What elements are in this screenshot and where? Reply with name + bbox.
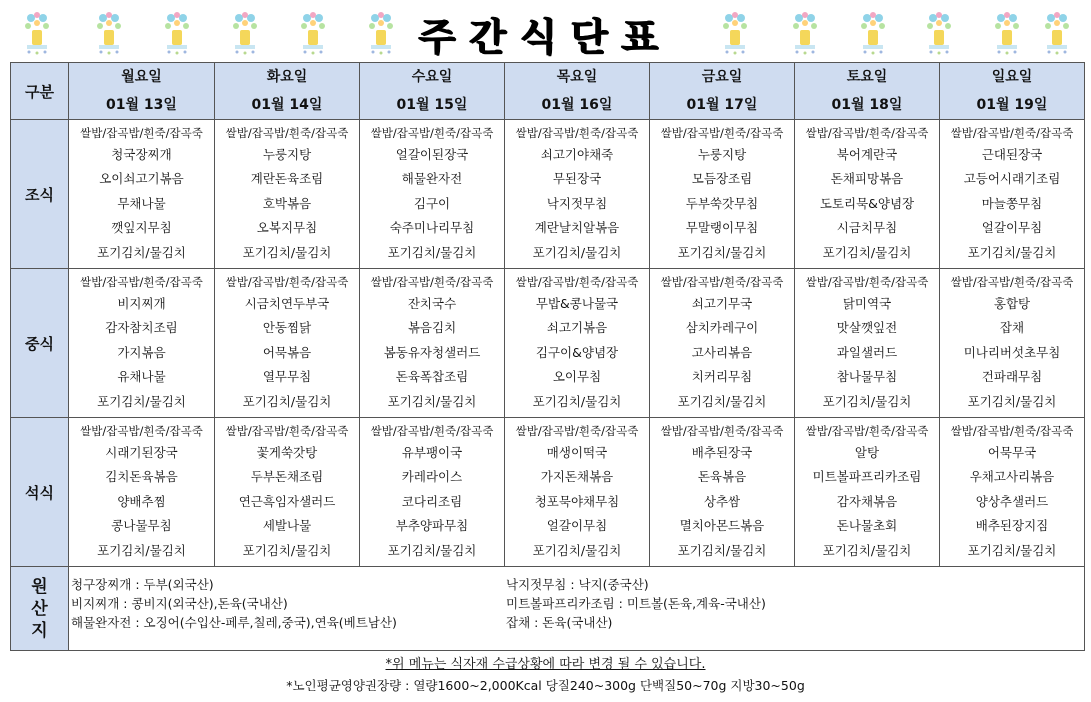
menu-item: 홍합탕 [993,295,1031,311]
menu-item: 양배추찜 [117,493,166,509]
menu-item: 포기김치/물김치 [387,244,477,260]
menu-item: 쌀밥/잡곡밥/흰죽/잡곡죽 [225,125,349,140]
menu-item: 쌀밥/잡곡밥/흰죽/잡곡죽 [80,125,203,140]
day-name: 토요일 [846,69,888,85]
category-header: 구분 [11,63,69,120]
menu-item: 시금치무침 [836,220,898,236]
menu-item: 유채나물 [117,369,166,385]
meal-cell [795,269,940,418]
menu-item: 쇠고기야채죽 [540,146,614,162]
origin-item: 해물완자전 : 오징어(수입산-페루,칠레,중국),연육(베트남산) [71,615,397,630]
menu-item: 쌀밥/잡곡밥/흰죽/잡곡죽 [660,423,784,438]
menu-item: 어묵무국 [987,444,1037,460]
menu-item: 배추된장지짐 [975,518,1049,534]
meal-cell [650,418,795,567]
meal-cell [215,418,360,567]
menu-item: 건파래무침 [981,369,1043,385]
meal-cell [360,418,505,567]
day-header [650,63,795,120]
menu-item: 쌀밥/잡곡밥/흰죽/잡곡죽 [80,274,203,289]
meal-cell [940,418,1085,567]
menu-item: 모듬장조림 [691,171,753,187]
menu-item: 두부돈채조림 [250,469,324,485]
meal-cell [360,120,505,269]
menu-item: 시래기된장국 [105,444,178,460]
menu-item: 꽃게쑥갓탕 [256,444,318,460]
menu-item: 어묵볶음 [262,344,312,360]
origin-label-char: 원 [31,576,48,597]
menu-item: 쌀밥/잡곡밥/흰죽/잡곡죽 [370,125,494,140]
menu-item: 맛살깻잎전 [836,320,898,336]
origin-item: 청구장찌개 : 두부(외국산) [71,577,214,592]
meal-cell [360,269,505,418]
menu-item: 쇠고기무국 [691,295,753,311]
menu-item: 포기김치/물김치 [677,393,767,409]
menu-item: 미나리버섯초무침 [963,344,1061,360]
day-date: 01월 16일 [541,97,613,113]
menu-item: 고사리볶음 [691,344,753,360]
meal-label: 조식 [11,120,69,269]
menu-item: 오복지무침 [256,220,318,236]
meal-row [11,120,1085,269]
day-header [940,63,1085,120]
menu-item: 쌀밥/잡곡밥/흰죽/잡곡죽 [225,274,349,289]
menu-change-note: *위 메뉴는 식자재 수급상황에 따라 변경 될 수 있습니다. [385,657,706,672]
header-row [11,63,1085,120]
menu-item: 열무무침 [262,369,312,385]
menu-item: 김치돈육볶음 [105,469,178,485]
page-title: 주간식단표 [418,15,673,59]
menu-item: 고등어시래기조림 [963,171,1061,187]
menu-item: 연근흑임자샐러드 [238,493,336,509]
menu-item: 알탕 [854,444,880,460]
origin-info [69,567,1085,651]
menu-item: 부추양파무침 [395,518,469,534]
menu-item: 참나물무침 [836,369,898,385]
day-name: 일요일 [991,69,1033,85]
menu-item: 매생이떡국 [546,444,608,460]
menu-item: 낙지젓무침 [546,195,608,211]
menu-item: 누룽지탕 [697,146,747,162]
menu-item: 무채나물 [117,195,166,211]
menu-item: 쌀밥/잡곡밥/흰죽/잡곡죽 [225,423,349,438]
meal-label: 석식 [11,418,69,567]
origin-row [11,567,1085,651]
menu-item: 가지돈채볶음 [540,469,614,485]
menu-item: 배추된장국 [691,444,753,460]
menu-item: 포기김치/물김치 [242,244,332,260]
menu-item: 코다리조림 [401,493,463,509]
menu-item: 포기김치/물김치 [532,393,622,409]
menu-item: 돈채피망볶음 [830,171,904,187]
menu-item: 삼치카레구이 [685,320,759,336]
menu-item: 계란날치알볶음 [534,220,620,236]
menu-item: 우채고사리볶음 [969,469,1055,485]
menu-item: 얼갈이무침 [546,518,608,534]
menu-item: 계란돈육조림 [250,171,324,187]
menu-item: 포기김치/물김치 [97,542,186,558]
menu-item: 쌀밥/잡곡밥/흰죽/잡곡죽 [660,125,784,140]
menu-item: 포기김치/물김치 [242,393,332,409]
day-date: 01월 17일 [686,97,758,113]
day-date: 01월 19일 [976,97,1048,113]
menu-item: 해물완자전 [401,171,463,187]
menu-item: 근대된장국 [981,146,1043,162]
menu-item: 무말랭이무침 [685,220,759,236]
title-bar [0,0,1091,62]
menu-item: 깻잎지무침 [111,220,172,236]
origin-item: 잡채 : 돈육(국내산) [506,615,613,630]
origin-label [11,567,69,651]
menu-item: 쌀밥/잡곡밥/흰죽/잡곡죽 [805,125,929,140]
menu-item: 포기김치/물김치 [532,244,622,260]
menu-item: 감자채볶음 [836,493,898,509]
menu-item: 포기김치/물김치 [677,542,767,558]
menu-item: 숙주미나리무침 [389,220,475,236]
day-header [795,63,940,120]
menu-item: 쌀밥/잡곡밥/흰죽/잡곡죽 [515,274,639,289]
meal-label: 중식 [11,269,69,418]
menu-item: 포기김치/물김치 [967,393,1057,409]
day-name: 수요일 [411,69,453,85]
origin-column-left [71,575,506,632]
menu-item: 포기김치/물김치 [967,542,1057,558]
origin-item: 비지찌개 : 콩비지(외국산),돈육(국내산) [71,596,288,611]
menu-item: 쇠고기볶음 [546,320,608,336]
menu-item: 쌀밥/잡곡밥/흰죽/잡곡죽 [515,125,639,140]
menu-item: 비지찌개 [117,295,166,311]
day-date: 01월 14일 [251,97,323,113]
day-header [505,63,650,120]
day-date: 01월 13일 [106,97,177,113]
menu-item: 포기김치/물김치 [387,542,477,558]
menu-item: 감자참치조림 [105,320,178,336]
meal-rows [11,120,1085,567]
menu-item: 미트볼파프리카조림 [812,469,922,485]
menu-item: 쌀밥/잡곡밥/흰죽/잡곡죽 [950,125,1074,140]
origin-label-char: 지 [31,620,48,641]
menu-item: 쌀밥/잡곡밥/흰죽/잡곡죽 [80,423,203,438]
day-name: 화요일 [266,69,308,85]
day-date: 01월 18일 [831,97,903,113]
meal-cell [69,120,215,269]
menu-item: 유부팽이국 [401,444,463,460]
menu-item: 무밥&콩나물국 [535,295,619,311]
meal-cell [940,120,1085,269]
menu-item: 무된장국 [552,171,602,187]
menu-item: 김구이&양념장 [535,344,619,360]
menu-item: 북어계란국 [836,146,898,162]
menu-item: 포기김치/물김치 [97,393,186,409]
origin-label-char: 산 [31,598,48,619]
day-header [69,63,215,120]
day-date: 01월 15일 [396,97,468,113]
menu-item: 도토리묵&양념장 [819,195,915,211]
menu-item: 가지볶음 [117,344,166,360]
meal-cell [505,269,650,418]
menu-item: 봄동유자청샐러드 [383,344,481,360]
menu-item: 오이무침 [552,369,602,385]
menu-item: 세발나물 [262,518,312,534]
menu-item: 포기김치/물김치 [967,244,1057,260]
menu-item: 쌀밥/잡곡밥/흰죽/잡곡죽 [515,423,639,438]
day-name: 금요일 [701,69,743,85]
menu-item: 두부쑥갓무침 [685,195,759,211]
meal-cell [215,269,360,418]
menu-item: 쌀밥/잡곡밥/흰죽/잡곡죽 [660,274,784,289]
meal-row [11,418,1085,567]
meal-cell [505,120,650,269]
meal-cell [69,269,215,418]
menu-item: 상추쌈 [703,493,741,509]
menu-item: 시금치연두부국 [244,295,330,311]
menu-item: 돈육볶음 [697,469,747,485]
menu-item: 볶음김치 [407,320,457,336]
menu-item: 포기김치/물김치 [822,542,912,558]
meal-cell [69,418,215,567]
day-name: 월요일 [121,69,162,85]
origin-item: 낙지젓무침 : 낙지(중국산) [506,577,649,592]
origin-column-right [506,575,1006,632]
menu-item: 쌀밥/잡곡밥/흰죽/잡곡죽 [805,423,929,438]
menu-item: 오이쇠고기볶음 [99,171,184,187]
menu-item: 쌀밥/잡곡밥/흰죽/잡곡죽 [950,423,1074,438]
menu-item: 돈나물초회 [836,518,898,534]
menu-item: 포기김치/물김치 [387,393,477,409]
menu-item: 호박볶음 [262,195,312,211]
menu-item: 마늘쫑무침 [981,195,1043,211]
nutrition-note: *노인평균영양권장량 : 열량1600~2,000Kcal 당질240~300g 단백질50~70g 지방30~50g [286,678,805,693]
menu-item: 포기김치/물김치 [822,393,912,409]
menu-item: 쌀밥/잡곡밥/흰죽/잡곡죽 [370,423,494,438]
menu-item: 포기김치/물김치 [532,542,622,558]
menu-table [10,62,1085,651]
menu-item: 얼갈이된장국 [395,146,469,162]
day-header [215,63,360,120]
menu-item: 돈육폭찹조림 [395,369,469,385]
menu-item: 멸치아몬드볶음 [679,518,765,534]
meal-cell [650,269,795,418]
menu-item: 양상추샐러드 [975,493,1049,509]
menu-item: 과일샐러드 [836,344,898,360]
menu-item: 쌀밥/잡곡밥/흰죽/잡곡죽 [805,274,929,289]
menu-item: 김구이 [413,195,451,211]
meal-cell [650,120,795,269]
menu-item: 포기김치/물김치 [677,244,767,260]
menu-item: 포기김치/물김치 [97,244,186,260]
day-name: 목요일 [556,69,598,85]
menu-item: 잡채 [999,320,1025,336]
menu-item: 청국장찌개 [111,146,172,162]
meal-cell [505,418,650,567]
menu-item: 얼갈이무침 [981,220,1043,236]
meal-row [11,269,1085,418]
menu-item: 치커리무침 [691,369,753,385]
menu-item: 쌀밥/잡곡밥/흰죽/잡곡죽 [950,274,1074,289]
menu-item: 카레라이스 [401,469,463,485]
menu-item: 청포묵야채무침 [534,493,620,509]
menu-item: 포기김치/물김치 [822,244,912,260]
menu-item: 쌀밥/잡곡밥/흰죽/잡곡죽 [370,274,494,289]
menu-item: 잔치국수 [407,295,457,311]
day-header [360,63,505,120]
meal-cell [795,418,940,567]
menu-item: 포기김치/물김치 [242,542,332,558]
meal-cell [795,120,940,269]
menu-item: 안동찜닭 [262,320,312,336]
meal-cell [215,120,360,269]
origin-item: 미트볼파프리카조림 : 미트볼(돈육,계육-국내산) [506,596,766,611]
menu-item: 누룽지탕 [262,146,312,162]
menu-item: 닭미역국 [842,295,892,311]
menu-item: 콩나물무침 [111,518,172,534]
meal-cell [940,269,1085,418]
